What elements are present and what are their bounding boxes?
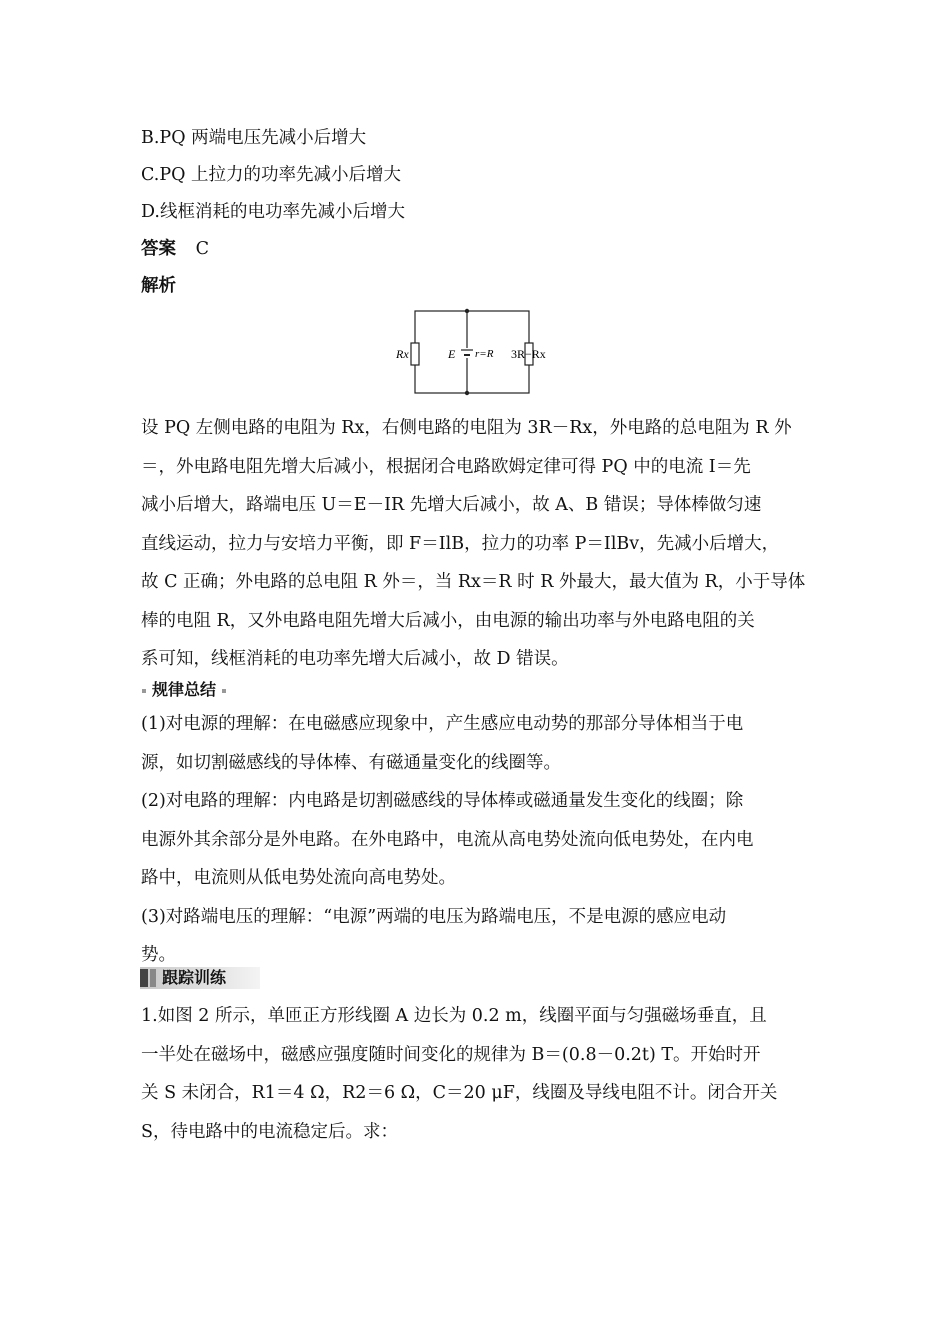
summary-line: (3)对路端电压的理解：“电源”两端的电压为路端电压，不是电源的感应电动 [141, 906, 727, 927]
summary-line: 源，如切割磁感线的导体棒、有磁通量变化的线圈等。 [141, 752, 561, 773]
heading-marker [140, 969, 148, 987]
bullet-dot [142, 689, 146, 693]
analysis-text [141, 409, 813, 679]
right-resistor-label: 3R−Rx [511, 347, 546, 361]
analysis-label [141, 275, 176, 297]
problem-line: 1.如图 2 所示，单匝正方形线圈 A 边长为 0.2 m，线圈平面与匀强磁场垂直，且 [141, 1006, 767, 1026]
bullet-dot [222, 689, 226, 693]
summary-title: 规律总结 [152, 680, 217, 699]
heading-marker [150, 969, 156, 987]
problem-line: 一半处在磁场中，磁感应强度随时间变化的规律为 B＝(0.8－0.2t) T。开始时开 [141, 1044, 761, 1065]
analysis-line: 棒的电阻 R，又外电路电阻先增大后减小，由电源的输出功率与外电路电阻的关 [141, 610, 755, 631]
answer-label: 答案 [141, 239, 176, 259]
summary-line: (1)对电源的理解：在电磁感应现象中，产生感应电动势的那部分导体相当于电 [141, 714, 744, 734]
analysis-line: ＝，外电路电阻先增大后减小，根据闭合电路欧姆定律可得 PQ 中的电流 I＝先 [141, 456, 751, 477]
summary-line: 电源外其余部分是外电路。在外电路中，电流从高电势处流向低电势处，在内电 [141, 829, 754, 850]
summary-line: (2)对电路的理解：内电路是切割磁感线的导体棒或磁通量发生变化的线圈；除 [141, 791, 744, 811]
problem-line: 关 S 未闭合，R1＝4 Ω，R2＝6 Ω，C＝20 μF，线圈及导线电阻不计。闭合开关 [141, 1083, 778, 1103]
problem-line: S，待电路中的电流稳定后。求： [141, 1121, 398, 1142]
summary-text [141, 705, 813, 975]
internal-resistance-label: r=R [475, 348, 494, 360]
option-b: B.PQ 两端电压先减小后增大 [141, 128, 367, 148]
training-heading [140, 967, 260, 989]
left-resistor-label: Rx [396, 347, 409, 361]
answer-line [141, 238, 209, 260]
training-title: 跟踪训练 [162, 968, 227, 987]
analysis-line: 故 C 正确；外电路的总电阻 R 外＝，当 Rx＝R 时 R 外最大，最大值为 R，小于导体 [141, 572, 806, 592]
summary-line: 路中，电流则从低电势处流向高电势处。 [141, 868, 456, 888]
answer-value: C [195, 239, 209, 259]
option-d: D.线框消耗的电功率先减小后增大 [141, 202, 405, 222]
analysis-line: 直线运动，拉力与安培力平衡，即 F＝IlB，拉力的功率 P＝IlBv，先减小后增大， [141, 533, 780, 554]
left-resistor-symbol [411, 343, 419, 365]
analysis-line: 设 PQ 左侧电路的电阻为 Rx，右侧电路的电阻为 3R－Rx，外电路的总电阻为 R 外 [141, 418, 792, 438]
analysis-line: 减小后增大，路端电压 U＝E－IR 先增大后减小，故 A、B 错误；导体棒做匀速 [141, 495, 762, 515]
circuit-diagram [390, 305, 560, 397]
summary-line: 势。 [141, 945, 176, 965]
source-label: E [448, 347, 456, 361]
analysis-label-text: 解析 [141, 276, 176, 296]
analysis-line: 系可知，线框消耗的电功率先增大后减小，故 D 错误。 [141, 649, 569, 669]
problem-text [141, 997, 813, 1151]
summary-heading [136, 677, 232, 700]
option-c: C.PQ 上拉力的功率先减小后增大 [141, 165, 402, 185]
